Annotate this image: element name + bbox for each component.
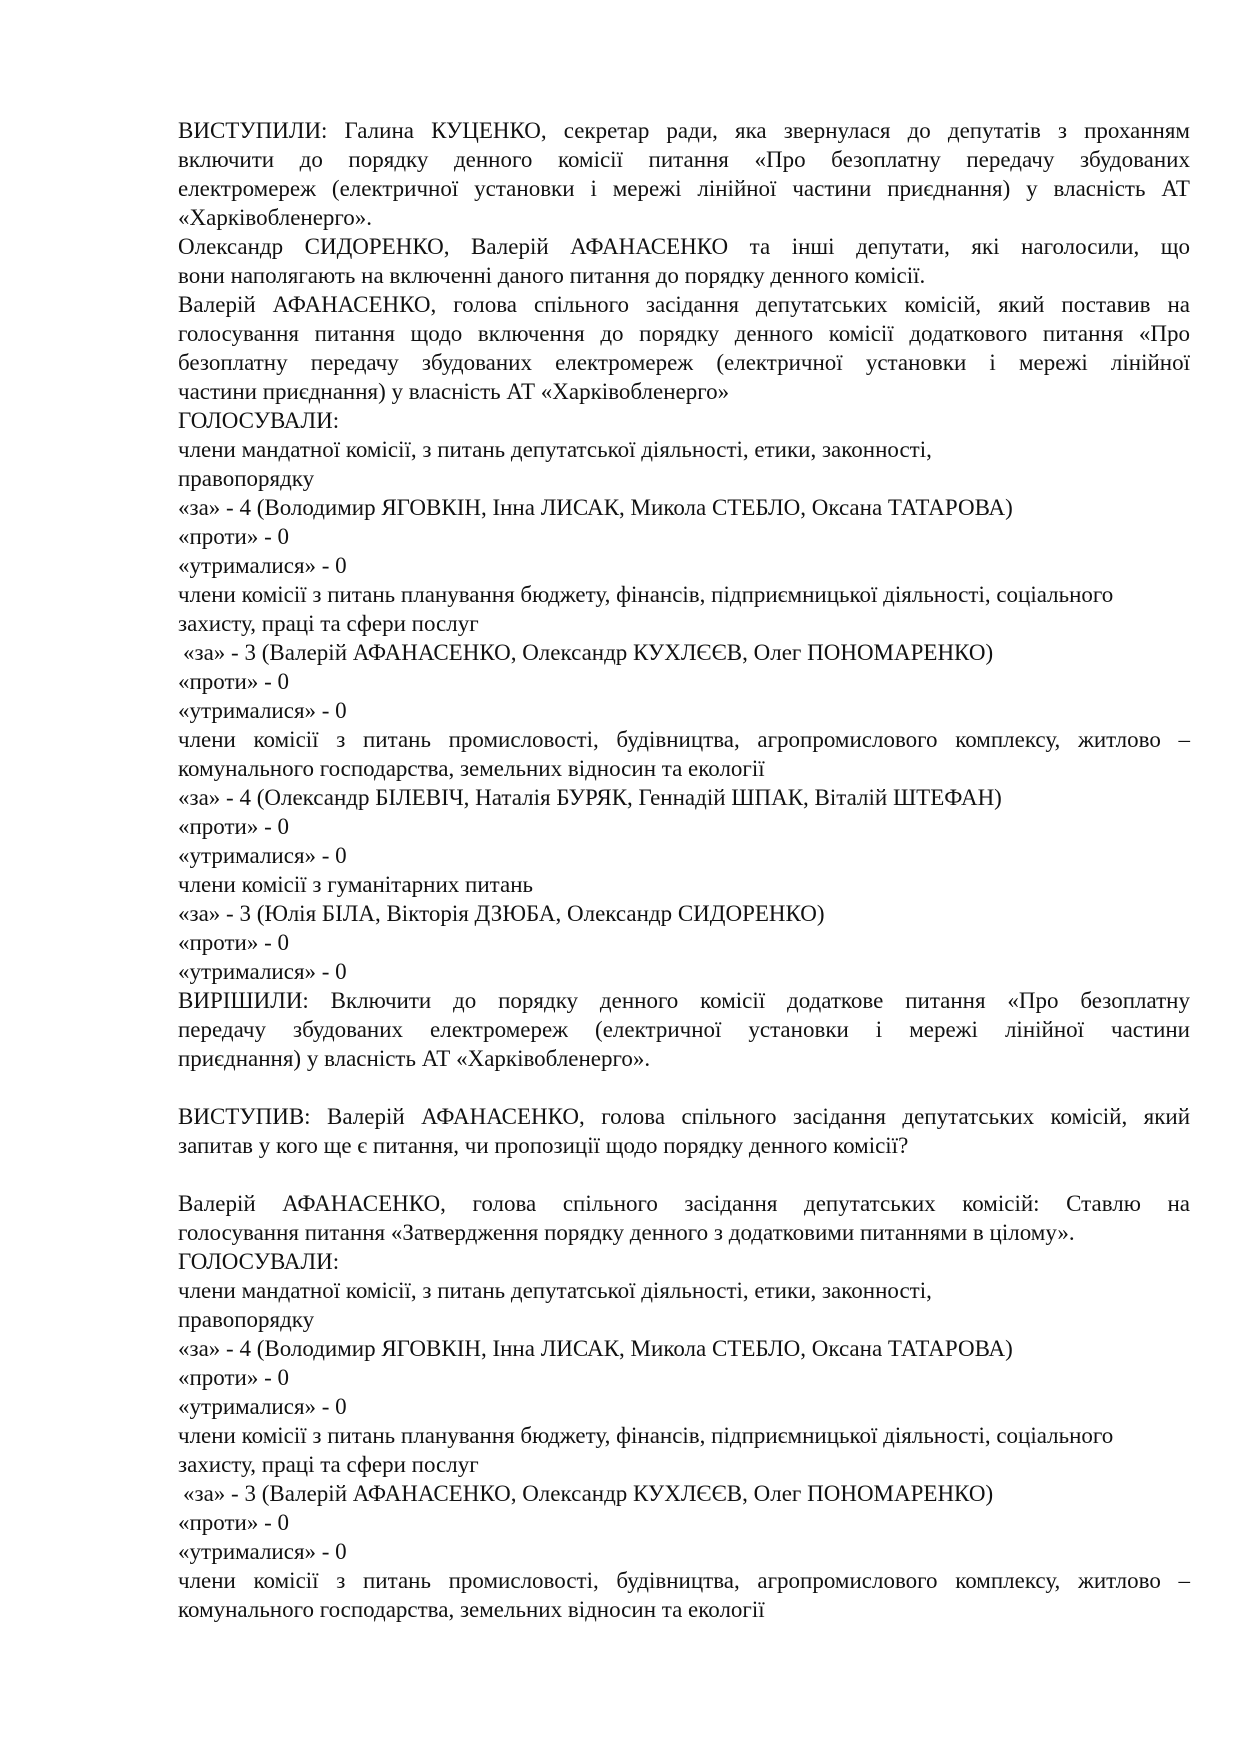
text-line: голосування питання «Затвердження порядку денного з додатковими питаннями в цілому».: [178, 1220, 1075, 1245]
sydorenko-paragraph: [178, 232, 1190, 290]
blank-line: [178, 1160, 1190, 1189]
vote-for: «за» - 4 (Олександр БІЛЕВІЧ, Наталія БУРЯК, Геннадій ШПАК, Віталій ШТЕФАН): [178, 785, 1002, 810]
vote-for: «за» - 4 (Володимир ЯГОВКІН, Інна ЛИСАК, Микола СТЕБЛО, Оксана ТАТАРОВА): [178, 495, 1013, 520]
vote-commission-4: [178, 870, 1190, 986]
commission-name: члени мандатної комісії, з питань депутатської діяльності, етики, законності,: [178, 437, 932, 462]
text-line: голосування питання щодо включення до порядку денного комісії додаткового питання «Про: [178, 321, 1190, 346]
commission-name: комунального господарства, земельних відносин та екології: [178, 1597, 765, 1622]
vote-for: «за» - 3 (Валерій АФАНАСЕНКО, Олександр КУХЛЄЄВ, Олег ПОНОМАРЕНКО): [183, 1481, 994, 1506]
commission-name: захисту, праці та сфери послуг: [178, 1452, 479, 1477]
document-page: [178, 116, 1190, 1624]
vote-abstain: «утрималися» - 0: [178, 553, 347, 578]
vote2-commission-1: [178, 1276, 1190, 1421]
vote-against: «проти» - 0: [178, 1365, 290, 1390]
text-line: приєднання) у власність АТ «Харківобленерго».: [178, 1046, 651, 1071]
decided-paragraph: [178, 986, 1190, 1073]
text-line: включити до порядку денного комісії питання «Про безоплатну передачу збудованих: [178, 147, 1190, 172]
vote-against: «проти» - 0: [178, 930, 290, 955]
vote-abstain: «утрималися» - 0: [178, 959, 347, 984]
vote-commission-1: [178, 435, 1190, 580]
text-line: безоплатну передачу збудованих електромереж (електричної установки і мережі лінійної: [178, 350, 1190, 375]
vote-for: «за» - 3 (Юлія БІЛА, Вікторія ДЗЮБА, Олександр СИДОРЕНКО): [178, 901, 825, 926]
text-line: ВИСТУПИВ: Валерій АФАНАСЕНКО, голова спільного засідання депутатських комісій, який: [178, 1104, 1190, 1129]
commission-name: члени комісії з питань планування бюджету, фінансів, підприємницької діяльності, соціального: [178, 1423, 1114, 1448]
spoke-paragraph: [178, 1102, 1190, 1160]
vote-abstain: «утрималися» - 0: [178, 1394, 347, 1419]
text-line: Валерій АФАНАСЕНКО, голова спільного засідання депутатських комісій, який поставив на: [178, 292, 1190, 317]
text-line: «Харківобленерго».: [178, 205, 373, 230]
vote-abstain: «утрималися» - 0: [178, 843, 347, 868]
text-line: запитав у кого ще є питання, чи пропозиції щодо порядку денного комісії?: [178, 1133, 909, 1158]
vote-against: «проти» - 0: [178, 524, 290, 549]
commission-name: члени комісії з питань планування бюджету, фінансів, підприємницької діяльності, соціального: [178, 582, 1114, 607]
text-line: передачу збудованих електромереж (електричної установки і мережі лінійної частини: [178, 1017, 1190, 1042]
text-line: ВИРІШИЛИ: Включити до порядку денного комісії додаткове питання «Про безоплатну: [178, 988, 1190, 1013]
commission-name: комунального господарства, земельних відносин та екології: [178, 756, 765, 781]
vote-for: «за» - 3 (Валерій АФАНАСЕНКО, Олександр КУХЛЄЄВ, Олег ПОНОМАРЕНКО): [183, 640, 994, 665]
text-line: вони наполягають на включенні даного питання до порядку денного комісії.: [178, 263, 926, 288]
put-to-vote-paragraph: [178, 1189, 1190, 1247]
commission-name: члени мандатної комісії, з питань депутатської діяльності, етики, законності,: [178, 1278, 932, 1303]
blank-line: [178, 1073, 1190, 1102]
text-line: електромереж (електричної установки і мережі лінійної частини приєднання) у власність АТ: [178, 176, 1190, 201]
voted-label: ГОЛОСУВАЛИ:: [178, 408, 340, 433]
vote-against: «проти» - 0: [178, 814, 290, 839]
vote2-commission-3: [178, 1566, 1190, 1624]
vote-abstain: «утрималися» - 0: [178, 698, 347, 723]
text-line: частини приєднання) у власність АТ «Харківобленерго»: [178, 379, 730, 404]
commission-name: правопорядку: [178, 466, 315, 491]
vote2-commission-2: [178, 1421, 1190, 1566]
commission-name: члени комісії з гуманітарних питань: [178, 872, 534, 897]
vote-abstain: «утрималися» - 0: [178, 1539, 347, 1564]
commission-name: члени комісії з питань промисловості, будівництва, агропромислового комплексу, житлово –: [178, 727, 1190, 752]
vote-commission-2: [178, 580, 1190, 725]
commission-name: захисту, праці та сфери послуг: [178, 611, 479, 636]
text-line: Валерій АФАНАСЕНКО, голова спільного засідання депутатських комісій: Ставлю на: [178, 1191, 1190, 1216]
intro-paragraph: [178, 116, 1190, 232]
vote-for: «за» - 4 (Володимир ЯГОВКІН, Інна ЛИСАК, Микола СТЕБЛО, Оксана ТАТАРОВА): [178, 1336, 1013, 1361]
vote-commission-3: [178, 725, 1190, 870]
commission-name: правопорядку: [178, 1307, 315, 1332]
vote-against: «проти» - 0: [178, 669, 290, 694]
text-line: Олександр СИДОРЕНКО, Валерій АФАНАСЕНКО та інші депутати, які наголосили, що: [178, 234, 1190, 259]
vote-against: «проти» - 0: [178, 1510, 290, 1535]
voted-label: ГОЛОСУВАЛИ:: [178, 1249, 340, 1274]
text-line: ВИСТУПИЛИ: Галина КУЦЕНКО, секретар ради, яка звернулася до депутатів з проханням: [178, 118, 1190, 143]
afanasenko-paragraph: [178, 290, 1190, 406]
commission-name: члени комісії з питань промисловості, будівництва, агропромислового комплексу, житлово –: [178, 1568, 1190, 1593]
